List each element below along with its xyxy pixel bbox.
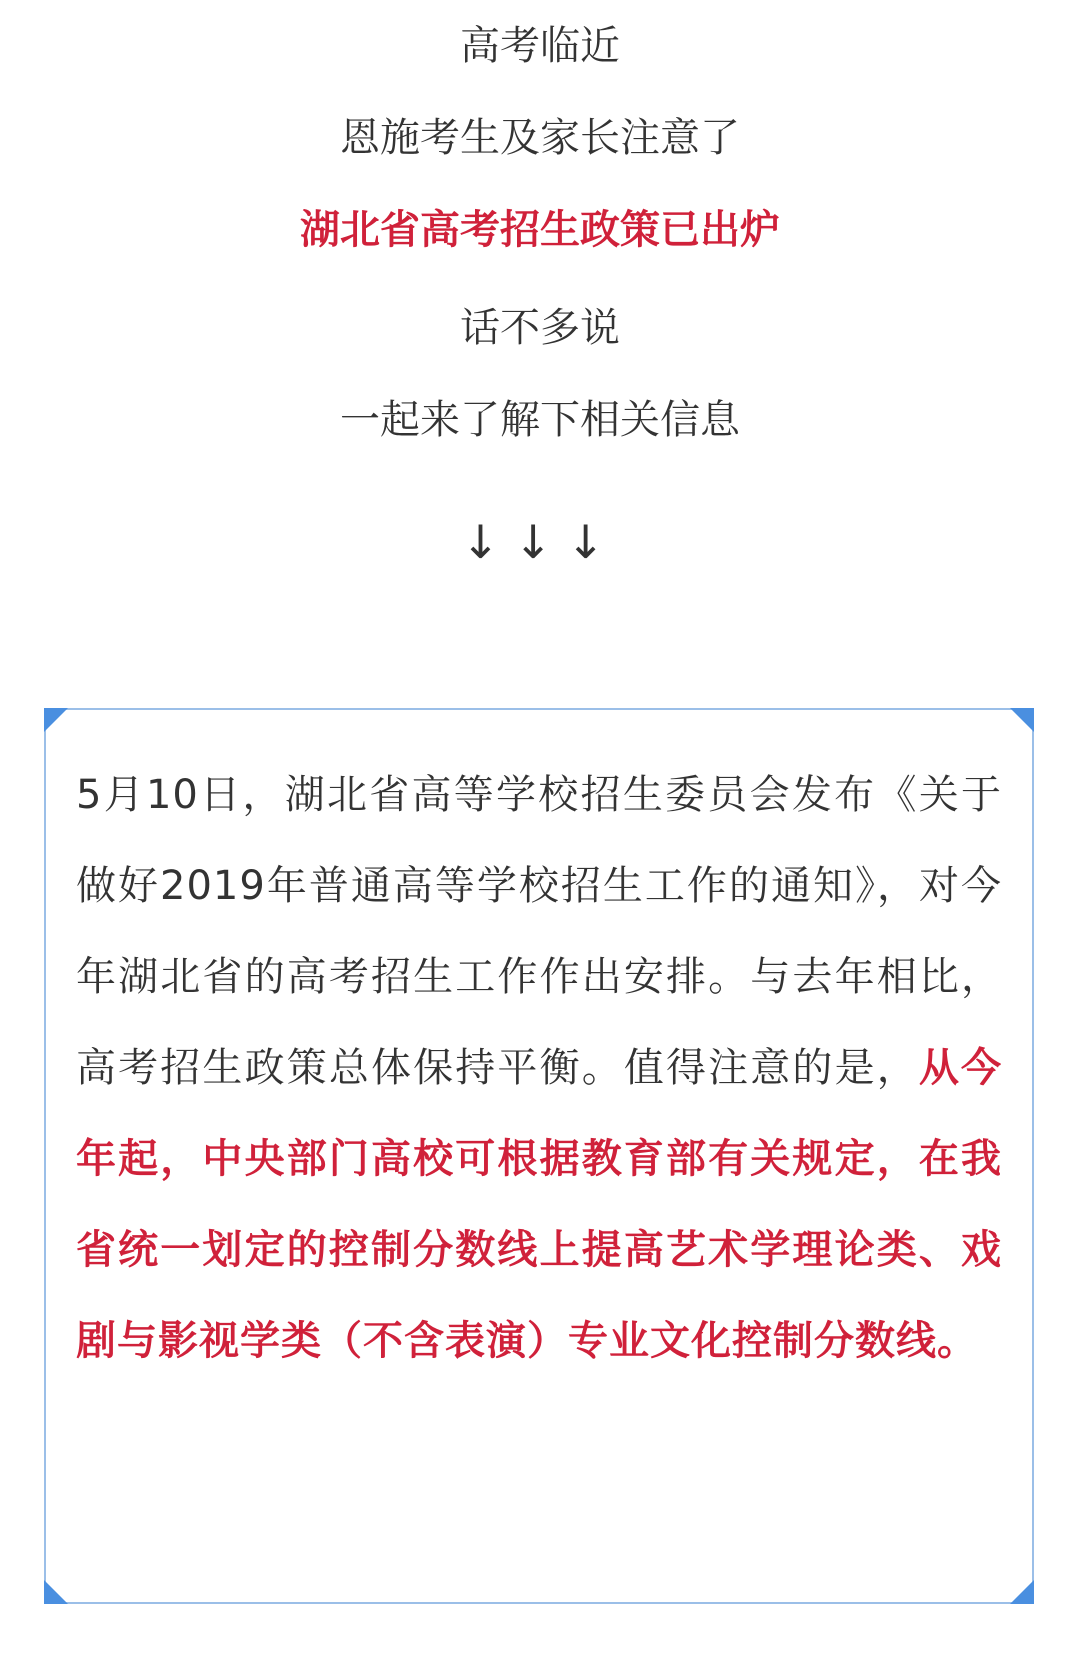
intro-line-exam-approaching: 高考临近 bbox=[460, 23, 620, 69]
intro-line-attention: 恩施考生及家长注意了 bbox=[340, 115, 740, 161]
corner-triangle-icon bbox=[1010, 708, 1034, 732]
intro-line-learn-more: 一起来了解下相关信息 bbox=[340, 397, 740, 443]
corner-triangle-icon bbox=[44, 1580, 68, 1604]
intro-headline: 湖北省高考招生政策已出炉 bbox=[300, 207, 780, 253]
policy-card bbox=[44, 708, 1034, 1604]
corner-triangle-icon bbox=[44, 708, 68, 732]
intro-line-no-more-words: 话不多说 bbox=[460, 305, 620, 351]
policy-paragraph bbox=[76, 750, 1002, 1387]
corner-triangle-icon bbox=[1010, 1580, 1034, 1604]
policy-highlight: 从今年起，中央部门高校可根据教育部有关规定，在我省统一划定的控制分数线上提高艺术学理论类、戏剧与影视学类（不含表演）专业文化控制分数线。 bbox=[76, 1045, 1003, 1364]
policy-text: 5月10日，湖北省高等学校招生委员会发布《关于做好2019年普通高等学校招生工作的通知》，对今年湖北省的高考招生工作作出安排。与去年相比，高考招生政策总体保持平衡。值得注意的是， bbox=[76, 772, 1002, 1091]
down-arrows-icon: ↓↓↓ bbox=[461, 515, 619, 569]
